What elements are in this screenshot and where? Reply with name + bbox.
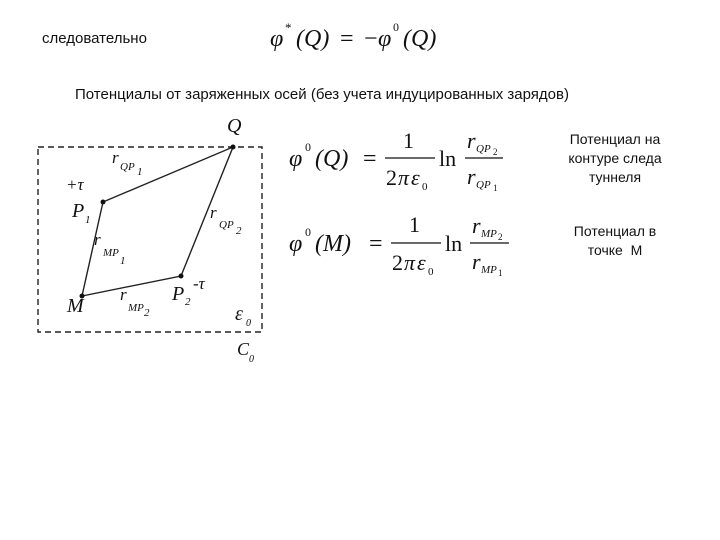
eq1-den-eps: ε (411, 165, 420, 190)
eq2-ln: ln (445, 231, 463, 256)
note-point-line2: точке М (587, 242, 643, 258)
eq-top-equals: = (340, 26, 354, 52)
label-r-QP1: r (112, 148, 119, 167)
eq2-den-2: 2 (392, 250, 403, 275)
point-P2 (179, 274, 184, 279)
equation-phi-Q (285, 118, 535, 198)
point-P1 (101, 200, 106, 205)
eq2-r-den: r (472, 249, 481, 274)
equation-phi-star (268, 18, 458, 54)
label-r-MP1: r (94, 230, 101, 249)
label-eps-idx: 0 (246, 318, 251, 329)
eq1-zero: 0 (305, 140, 311, 154)
label-r-QP2-idx: 2 (236, 225, 242, 237)
eq1-den-pi: π (398, 165, 410, 190)
eq2-den-pi: π (404, 250, 416, 275)
eq1-r-den-sub: QP (476, 179, 491, 191)
equation-phi-star-svg (268, 18, 458, 54)
consequently-text: следовательно (42, 30, 147, 47)
eq1-r-den-idx: 1 (493, 183, 498, 193)
label-r-QP1-sub: QP (120, 161, 135, 173)
eq2-r-num-idx: 2 (498, 232, 503, 242)
eq2-equals: = (369, 231, 383, 257)
eq-top-star: * (285, 20, 292, 35)
note-point-line1: Потенциал в (573, 223, 657, 239)
eq2-r-num-sub: MP (481, 228, 497, 240)
label-r-MP2-idx: 2 (144, 307, 150, 319)
subtitle-text: Потенциалы от заряженных осей (без учета индуцированных зарядов) (75, 86, 569, 103)
eq1-equals: = (363, 146, 377, 172)
eq2-den-idx: 0 (428, 266, 434, 278)
label-M: M (67, 295, 84, 317)
label-r-MP1-sub: MP (103, 247, 119, 259)
eq-top-lhs-arg: (Q) (296, 26, 330, 52)
label-P2-idx: 2 (185, 296, 191, 308)
geometry-diagram-svg (30, 110, 280, 370)
note-point (540, 222, 690, 260)
note-contour-line3: туннеля (588, 169, 642, 185)
eq2-r-den-idx: 1 (498, 268, 503, 278)
equation-phi-Q-svg (285, 118, 535, 198)
eq2-num: 1 (409, 212, 420, 237)
eq-top-zero: 0 (393, 20, 399, 34)
label-r-MP2-sub: MP (128, 302, 144, 314)
note-contour-line1: Потенциал на (569, 131, 661, 147)
label-P1-idx: 1 (85, 214, 91, 226)
eq1-r-num: r (467, 128, 476, 153)
equation-phi-M-svg (285, 205, 535, 285)
eq1-r-den: r (467, 164, 476, 189)
eq1-r-num-sub: QP (476, 143, 491, 155)
eq2-den-eps: ε (417, 250, 426, 275)
label-r-MP1-idx: 1 (120, 255, 126, 267)
label-C-idx: 0 (249, 354, 254, 365)
label-eps: ε (235, 303, 243, 325)
eq1-num: 1 (403, 128, 414, 153)
geometry-diagram (30, 110, 280, 370)
eq-top-phi: φ (270, 26, 284, 52)
eq1-phi: φ (289, 146, 303, 172)
label-plus-tau: +τ (66, 175, 84, 194)
label-r-QP2: r (210, 203, 217, 222)
eq2-r-den-sub: MP (481, 264, 497, 276)
label-Q: Q (227, 115, 242, 137)
label-minus-tau: -τ (193, 274, 205, 293)
eq1-ln: ln (439, 146, 457, 171)
eq-top-rhs-arg: (Q) (403, 26, 437, 52)
note-contour (540, 130, 690, 187)
eq1-r-num-idx: 2 (493, 147, 498, 157)
eq1-den-2: 2 (386, 165, 397, 190)
eq1-arg: (Q) (315, 146, 349, 172)
eq2-phi: φ (289, 231, 303, 257)
eq1-den-idx: 0 (422, 181, 428, 193)
label-r-QP1-idx: 1 (137, 166, 143, 178)
eq-top-minus: − (364, 26, 378, 52)
eq2-r-num: r (472, 213, 481, 238)
label-r-QP2-sub: QP (219, 219, 234, 231)
label-C: C (237, 339, 250, 359)
label-P2: P (172, 283, 185, 305)
eq-top-phi-rhs: φ (378, 26, 392, 52)
label-r-MP2: r (120, 285, 127, 304)
eq2-zero: 0 (305, 225, 311, 239)
point-Q (231, 145, 236, 150)
label-P1: P (72, 200, 85, 222)
note-contour-line2: контуре следа (568, 150, 662, 166)
equation-phi-M (285, 205, 535, 285)
eq2-arg: (M) (315, 231, 351, 257)
